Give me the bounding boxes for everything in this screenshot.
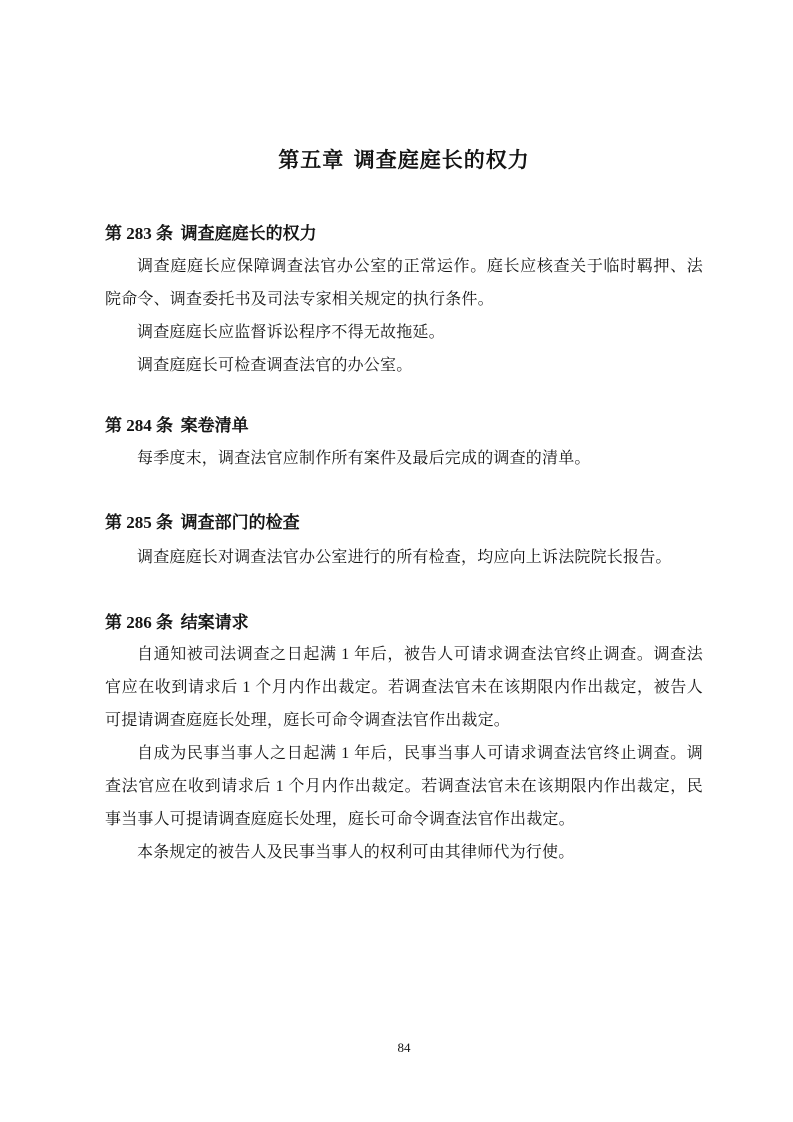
- chapter-title: [105, 147, 703, 173]
- page-content: [105, 0, 703, 869]
- article-285-body: [105, 541, 703, 574]
- article-number: 第 283 条: [105, 224, 173, 243]
- article-paragraph: 调查庭庭长应监督诉讼程序不得无故拖延。: [137, 324, 445, 341]
- article-283-section: [105, 223, 703, 382]
- article-paragraph: 自通知被司法调查之日起满 1 年后，被告人可请求调查法官终止调查。调查法官应在收到请求后 1 个月内作出裁定。若调查法官未在该期限内作出裁定，被告人可提请调查庭庭长处理，庭长可命令调查法官作出裁定。: [105, 646, 703, 729]
- article-285-section: [105, 512, 703, 574]
- article-number: 第 286 条: [105, 613, 173, 632]
- article-283-heading: [105, 223, 703, 245]
- chapter-name: 调查庭庭长的权力: [353, 148, 530, 172]
- article-number: 第 285 条: [105, 513, 173, 532]
- article-284-section: [105, 415, 703, 475]
- article-paragraph: 自成为民事当事人之日起满 1 年后，民事当事人可请求调查法官终止调查。调查法官应在收到请求后 1 个月内作出裁定。若调查法官未在该期限内作出裁定，民事当事人可提请调查庭庭长处理，庭长可命令调查法官作出裁定。: [105, 745, 703, 828]
- article-title: 调查庭庭长的权力: [180, 224, 317, 243]
- article-paragraph: 调查庭庭长对调查法官办公室进行的所有检查，均应向上诉法院院长报告。: [137, 549, 672, 566]
- article-paragraph: 每季度末，调查法官应制作所有案件及最后完成的调查的清单。: [137, 450, 591, 467]
- article-285-heading: [105, 512, 703, 534]
- page-number: 84: [397, 1040, 411, 1055]
- article-283-body: [105, 250, 703, 382]
- article-286-heading: [105, 612, 703, 634]
- article-paragraph: 本条规定的被告人及民事当事人的权利可由其律师代为行使。: [137, 844, 575, 861]
- article-number: 第 284 条: [105, 416, 173, 435]
- chapter-number: 第五章: [278, 148, 345, 172]
- article-284-body: [105, 442, 703, 475]
- article-title: 结案请求: [180, 613, 249, 632]
- article-paragraph: 调查庭庭长可检查调查法官的办公室。: [137, 357, 413, 374]
- article-284-heading: [105, 415, 703, 437]
- article-title: 调查部门的检查: [180, 513, 300, 532]
- article-title: 案卷清单: [180, 416, 249, 435]
- article-286-body: [105, 638, 703, 869]
- article-paragraph: 调查庭庭长应保障调查法官办公室的正常运作。庭长应核查关于临时羁押、法院命令、调查委托书及司法专家相关规定的执行条件。: [105, 258, 703, 308]
- article-286-section: [105, 612, 703, 869]
